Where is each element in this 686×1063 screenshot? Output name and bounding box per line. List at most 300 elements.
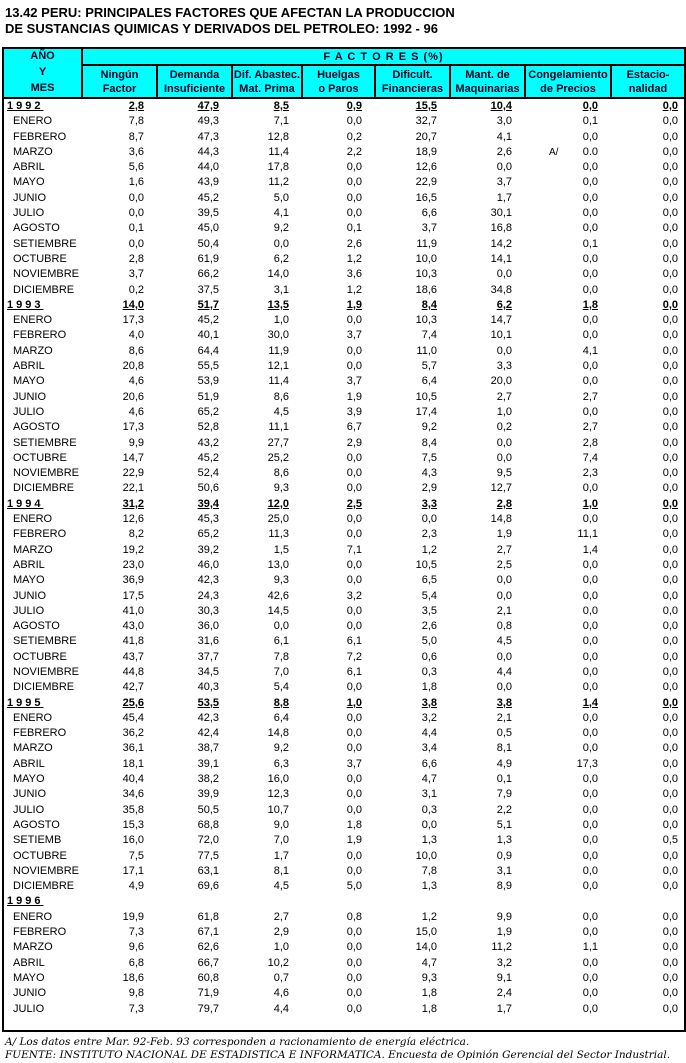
month-row [3, 527, 685, 542]
column-header-line: Financieras [381, 82, 444, 95]
cell-value [611, 650, 685, 665]
cell-value [82, 589, 157, 604]
cell-value-text: 14,8 [267, 727, 289, 740]
month-row [3, 283, 685, 298]
cell-value-text: 0,0 [662, 574, 678, 587]
cell-value [302, 787, 375, 802]
cell-value [375, 604, 450, 619]
row-label [3, 711, 82, 726]
cell-value-text: 11,2 [268, 176, 289, 189]
cell-value-text: 0,0 [662, 956, 678, 969]
cell-value [611, 986, 685, 1001]
cell-value [375, 221, 450, 236]
cell-value-text: 4,4 [273, 1002, 289, 1015]
cell-value-text: 0,0 [582, 773, 598, 786]
cell-value [450, 206, 525, 221]
month-row [3, 665, 685, 680]
row-label [3, 986, 82, 1001]
cell-value [232, 191, 302, 206]
row-label-text: JULIO [13, 207, 45, 220]
cell-value [525, 114, 611, 129]
month-row [3, 940, 685, 955]
cell-value [232, 803, 302, 818]
cell-value [157, 665, 232, 680]
cell-value [157, 283, 232, 298]
cell-value-text: 10,3 [415, 268, 437, 281]
cell-value-text: 8,4 [421, 436, 437, 449]
column-header-line: Huelgas [317, 68, 360, 81]
cell-value [157, 894, 232, 909]
cell-value-text: 0,0 [582, 574, 598, 587]
cell-value-text: 6,1 [273, 635, 289, 648]
cell-value-text: 0,0 [582, 971, 598, 984]
cell-value-text: 39,1 [197, 757, 219, 770]
month-row [3, 925, 685, 940]
cell-value [525, 650, 611, 665]
cell-value [157, 130, 232, 145]
cell-value [450, 757, 525, 772]
cell-value [82, 558, 157, 573]
cell-value [450, 986, 525, 1001]
cell-value-text: 44,3 [197, 145, 219, 158]
cell-value [450, 98, 525, 114]
cell-value-text: 0,0 [662, 421, 678, 434]
cell-value [302, 98, 375, 114]
cell-value [157, 925, 232, 940]
cell-value [82, 634, 157, 649]
column-header-line: Dif. Abastec. [233, 68, 301, 81]
cell-value [611, 252, 685, 267]
column-header-line: o Paros [318, 82, 359, 95]
cell-value [375, 696, 450, 711]
cell-value [302, 221, 375, 236]
cell-value [82, 206, 157, 221]
cell-value-text: 53,5 [197, 696, 219, 709]
cell-value-text: 1,0 [273, 314, 289, 327]
cell-value-text: 0,0 [346, 574, 362, 587]
cell-value-text: 41,8 [122, 635, 144, 648]
cell-value-text: 11,4 [268, 145, 289, 158]
row-label-text: MAYO [13, 773, 45, 786]
cell-value-text: 0,0 [662, 344, 678, 357]
cell-value-text: 1,9 [346, 390, 362, 403]
cell-value [450, 114, 525, 129]
month-row [3, 160, 685, 175]
cell-value-text: 1,2 [421, 910, 437, 923]
cell-value-text: 0,0 [346, 207, 362, 220]
cell-value [232, 481, 302, 496]
cell-value [375, 206, 450, 221]
row-label [3, 726, 82, 741]
cell-value-text: 0,0 [662, 207, 678, 220]
cell-value [82, 741, 157, 756]
cell-value [82, 879, 157, 894]
cell-value [302, 573, 375, 588]
cell-value-text: 5,4 [421, 589, 437, 602]
cell-value [525, 589, 611, 604]
column-header-line: Insuficiente [163, 82, 226, 95]
row-label [3, 604, 82, 619]
cell-value-text: 3,6 [346, 268, 362, 281]
cell-value [611, 405, 685, 420]
cell-value-text: 63,1 [197, 864, 219, 877]
cell-value-text: 20,6 [122, 390, 144, 403]
cell-value-text: 14,2 [490, 237, 512, 250]
cell-value-text: 0,0 [582, 375, 598, 388]
cell-value [157, 741, 232, 756]
cell-value-text: 43,2 [197, 436, 219, 449]
row-label [3, 527, 82, 542]
month-row [3, 803, 685, 818]
cell-value-text: 0,0 [128, 237, 144, 250]
cell-value [82, 114, 157, 129]
cell-value [82, 313, 157, 328]
title-line-1: 13.42 PERU: PRINCIPALES FACTORES QUE AFECTAN LA PRODUCCION [5, 5, 455, 20]
year-row [3, 497, 685, 512]
cell-value-text: 10,4 [490, 100, 512, 112]
cell-value-text: 0,0 [662, 665, 678, 678]
cell-value [302, 864, 375, 879]
cell-value [82, 925, 157, 940]
cell-value-text: 5,1 [496, 818, 512, 831]
column-header [232, 65, 302, 98]
row-label-text: 1992 [7, 100, 44, 112]
cell-value [82, 894, 157, 909]
cell-value-text: 6,4 [273, 711, 289, 724]
cell-value-text: 36,9 [122, 574, 144, 587]
row-label-text: JUNIO [13, 589, 46, 602]
cell-value [450, 650, 525, 665]
cell-value-text: 8,5 [273, 100, 289, 112]
cell-value [525, 1002, 611, 1017]
corner-line-ano: AÑO [30, 50, 55, 62]
cell-value [232, 512, 302, 527]
cell-value [611, 344, 685, 359]
cell-value-text: 6,7 [346, 421, 362, 434]
cell-value-text: 3,2 [346, 589, 362, 602]
cell-value-text: 4,5 [273, 405, 289, 418]
cell-value-text: 16,0 [122, 834, 144, 847]
row-label-text: MARZO [13, 742, 53, 755]
cell-value [450, 971, 525, 986]
cell-value [375, 803, 450, 818]
cell-value-text: 61,9 [197, 252, 219, 265]
cell-value-text: 4,9 [128, 880, 144, 893]
column-header [157, 65, 232, 98]
cell-value [525, 359, 611, 374]
cell-value [525, 665, 611, 680]
cell-value-text: 10,5 [415, 390, 437, 403]
cell-value-text: 39,9 [197, 788, 219, 801]
row-label [3, 589, 82, 604]
cell-value [611, 283, 685, 298]
cell-value-text: 45,4 [122, 711, 144, 724]
cell-value [232, 436, 302, 451]
cell-value [82, 298, 157, 313]
cell-value-text: 0,0 [346, 451, 362, 464]
cell-value-text: 2,2 [346, 145, 362, 158]
cell-value-text: 1,3 [421, 880, 437, 893]
cell-value [450, 221, 525, 236]
cell-value-text: 0,0 [346, 941, 362, 954]
cell-value [450, 558, 525, 573]
cell-value-text: 20,0 [490, 375, 512, 388]
row-label-text: JULIO [13, 1002, 45, 1015]
cell-value-text: 49,3 [197, 115, 219, 128]
cell-value [232, 344, 302, 359]
cell-value-text: 45,2 [197, 314, 219, 327]
cell-value-text: 7,1 [346, 543, 362, 556]
cell-value-text: 0,0 [346, 849, 362, 862]
cell-value [611, 864, 685, 879]
cell-value-text: 9,3 [421, 971, 437, 984]
cell-value-text: 18,6 [415, 283, 437, 296]
cell-value [232, 864, 302, 879]
cell-value-text: 36,2 [122, 727, 144, 740]
cell-value [232, 650, 302, 665]
cell-value-text: 0,0 [662, 436, 678, 449]
cell-value [450, 436, 525, 451]
cell-value [302, 910, 375, 925]
cell-value [157, 160, 232, 175]
cell-value [611, 267, 685, 282]
cell-value [611, 527, 685, 542]
cell-value-text: 0,0 [662, 773, 678, 786]
cell-value [302, 512, 375, 527]
row-label-text: ENERO [13, 115, 53, 128]
cell-value-text: 2,5 [346, 497, 362, 510]
cell-value [302, 619, 375, 634]
cell-value-text: 52,4 [197, 467, 219, 480]
cell-value-text: 0,0 [662, 513, 678, 526]
cell-value [157, 772, 232, 787]
cell-value [82, 98, 157, 114]
row-label [3, 451, 82, 466]
month-row [3, 390, 685, 405]
cell-value-text: 0,0 [662, 696, 678, 709]
cell-value [157, 466, 232, 481]
cell-value-text: 9,9 [496, 910, 512, 923]
row-label [3, 543, 82, 558]
cell-value-text: 0,9 [346, 100, 362, 112]
month-row [3, 466, 685, 481]
cell-value-text: 0,0 [346, 956, 362, 969]
cell-value-text: 0,0 [346, 191, 362, 204]
cell-value [82, 711, 157, 726]
cell-value [82, 818, 157, 833]
cell-value [232, 221, 302, 236]
cell-value [611, 237, 685, 252]
cell-value-text: 13,0 [267, 558, 289, 571]
row-label-text: MAYO [13, 971, 45, 984]
cell-value-text: 0,0 [662, 222, 678, 235]
cell-value [375, 833, 450, 848]
cell-value-text: 15,0 [415, 926, 437, 939]
month-row [3, 221, 685, 236]
row-label-text: DICIEMBRE [13, 283, 75, 296]
cell-value-text: 3,7 [346, 375, 362, 388]
cell-value-text: 5,6 [128, 161, 144, 174]
month-row [3, 374, 685, 389]
cell-value [302, 696, 375, 711]
cell-value [611, 803, 685, 818]
cell-value-text: 2,2 [496, 803, 512, 816]
cell-value [232, 573, 302, 588]
cell-value [375, 344, 450, 359]
column-header-line: de Precios [540, 82, 596, 95]
cell-value [611, 313, 685, 328]
cell-value-text: 72,0 [197, 834, 219, 847]
cell-value [375, 451, 450, 466]
cell-value [375, 558, 450, 573]
cell-value-text: 62,6 [197, 941, 219, 954]
cell-value-text: 14,7 [122, 451, 144, 464]
cell-value [302, 589, 375, 604]
cell-value [375, 98, 450, 114]
cell-value [525, 191, 611, 206]
cell-value-text: 0,0 [421, 513, 437, 526]
cell-value [525, 98, 611, 114]
cell-value-text: 45,2 [197, 191, 219, 204]
cell-value [525, 497, 611, 512]
row-label-text: ENERO [13, 711, 53, 724]
row-label [3, 298, 82, 313]
cell-value [302, 267, 375, 282]
row-label-text: ABRIL [13, 956, 45, 969]
cell-value-text: 0,0 [582, 742, 598, 755]
cell-value [232, 1002, 302, 1017]
row-label-text: AGOSTO [13, 818, 60, 831]
cell-value-text: 0,0 [662, 849, 678, 862]
cell-value-text: 0,0 [662, 1002, 678, 1015]
cell-value [611, 818, 685, 833]
cell-value-text: 0,6 [421, 650, 437, 663]
cell-value [232, 925, 302, 940]
cell-value [232, 298, 302, 313]
cell-value-text: 22,1 [122, 482, 144, 495]
row-label [3, 757, 82, 772]
cell-value-text: 17,1 [122, 864, 144, 877]
cell-value-text: 7,8 [128, 115, 144, 128]
month-row [3, 986, 685, 1001]
cell-value-text: 2,9 [421, 482, 437, 495]
row-label-text: DICIEMBRE [13, 681, 75, 694]
cell-value-text: 0,0 [582, 681, 598, 694]
row-label-text: AGOSTO [13, 421, 60, 434]
cell-value-text: 7,9 [496, 788, 512, 801]
cell-value-text: 0,0 [582, 161, 598, 174]
cell-value-text: 0,1 [128, 222, 144, 235]
cell-value-text: 2,8 [582, 436, 598, 449]
group-header-row [3, 48, 685, 65]
cell-value-text: 1,6 [128, 176, 144, 189]
cell-value-text: 2,8 [128, 100, 144, 112]
cell-value-text: 13,5 [267, 298, 289, 311]
cell-value [375, 910, 450, 925]
cell-value [157, 313, 232, 328]
cell-value-text: 4,4 [496, 665, 512, 678]
cell-value [611, 451, 685, 466]
cell-value-text: 40,4 [122, 773, 144, 786]
column-header-row [3, 65, 685, 98]
row-label [3, 267, 82, 282]
cell-value-text: 20,7 [415, 130, 437, 143]
cell-value-text: 68,8 [197, 818, 219, 831]
row-label [3, 114, 82, 129]
cell-value [232, 130, 302, 145]
row-label-text: MARZO [13, 145, 53, 158]
cell-value [450, 940, 525, 955]
cell-value-text: 0,0 [346, 513, 362, 526]
cell-value [157, 114, 232, 129]
cell-value-text: 0,0 [662, 727, 678, 740]
cell-value [82, 757, 157, 772]
cell-value-text: 45,2 [197, 451, 219, 464]
cell-value [82, 910, 157, 925]
cell-value-text: 0,0 [662, 543, 678, 556]
cell-value-text: 0,0 [582, 314, 598, 327]
cell-value-text: 0,0 [582, 956, 598, 969]
cell-value [302, 481, 375, 496]
cell-value-text: 0,7 [273, 971, 289, 984]
cell-value [232, 98, 302, 114]
cell-value [302, 145, 375, 160]
month-row [3, 849, 685, 864]
cell-value-text: 0,1 [582, 115, 598, 128]
cell-value [82, 665, 157, 680]
row-label [3, 313, 82, 328]
cell-value-text: 0,0 [662, 329, 678, 342]
cell-value-text: 0,0 [582, 711, 598, 724]
row-label [3, 803, 82, 818]
row-label [3, 696, 82, 711]
cell-value [611, 374, 685, 389]
row-label-text: AGOSTO [13, 222, 60, 235]
cell-value-text: 7,4 [421, 329, 437, 342]
cell-value [375, 420, 450, 435]
month-row [3, 237, 685, 252]
month-row [3, 956, 685, 971]
cell-value [525, 910, 611, 925]
cell-value [525, 466, 611, 481]
cell-value-text: 0,0 [662, 115, 678, 128]
cell-value [611, 191, 685, 206]
cell-value-text: 0,0 [662, 191, 678, 204]
cell-value [450, 405, 525, 420]
column-header-line: Factor [102, 82, 137, 95]
month-row [3, 711, 685, 726]
cell-value-text: 10,2 [267, 956, 289, 969]
cell-value [302, 252, 375, 267]
cell-value-text: 1,1 [582, 941, 598, 954]
cell-value [450, 252, 525, 267]
cell-value-text: 0,0 [346, 620, 362, 633]
cell-value-text: 2,1 [496, 711, 512, 724]
cell-value-text: 25,6 [122, 696, 144, 709]
cell-value [157, 986, 232, 1001]
cell-value-text: 0,0 [346, 803, 362, 816]
cell-value-text: 11,2 [491, 941, 512, 954]
cell-value-text: 7,5 [421, 451, 437, 464]
month-row [3, 772, 685, 787]
cell-value [450, 787, 525, 802]
cell-value-text: 3,8 [496, 696, 512, 709]
cell-value-text: 9,8 [128, 987, 144, 1000]
col-header-ano-y-mes [3, 48, 82, 98]
row-label [3, 558, 82, 573]
cell-value [157, 650, 232, 665]
cell-value [375, 726, 450, 741]
